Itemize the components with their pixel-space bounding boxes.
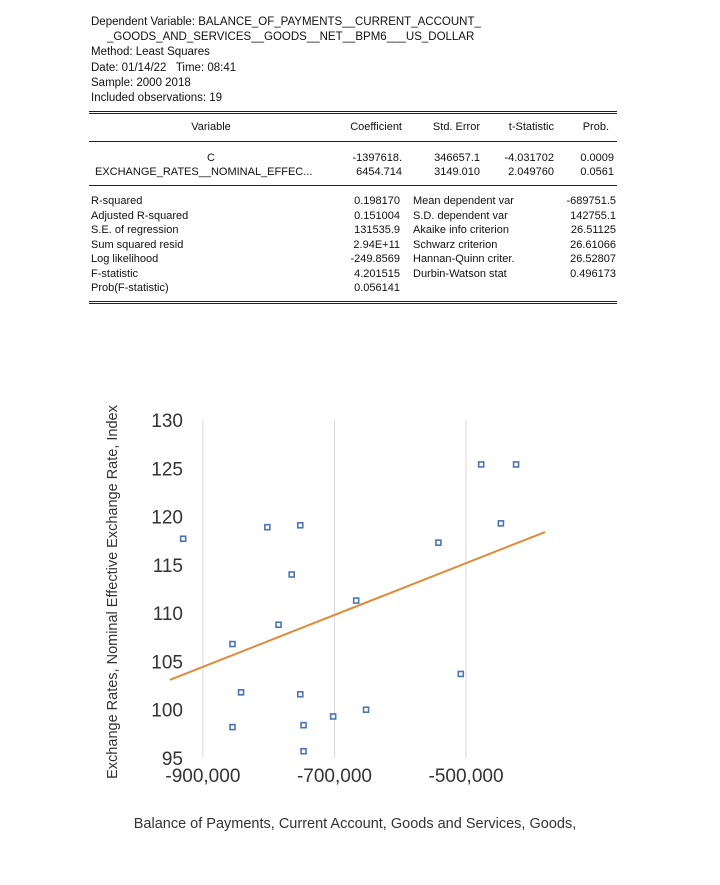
x-tick-label: -900,000	[165, 766, 241, 787]
stat-label-f-statistic: F-statistic	[91, 267, 139, 280]
y-tick-label: 115	[152, 555, 183, 577]
stat-value-f-statistic: 4.201515	[354, 267, 400, 280]
stat-label-se-regression: S.E. of regression	[91, 224, 179, 236]
stat-label-hannan-quinn: Hannan-Quinn criter.	[413, 253, 515, 265]
chart-points	[181, 462, 519, 754]
stat-label-durbin-watson: Durbin-Watson stat	[413, 267, 507, 280]
header-dependent-variable-cont: _GOODS_AND_SERVICES__GOODS__NET__BPM6___US_DOLLAR	[91, 31, 475, 44]
col-header-coefficient: Coefficient	[350, 121, 402, 133]
y-tick-label: 95	[161, 749, 183, 770]
y-tick-label: 120	[151, 507, 183, 529]
stat-value-ssr: 2.94E+11	[353, 238, 400, 251]
scatter-point	[479, 462, 484, 467]
stat-value-hannan-quinn: 26.52807	[570, 253, 616, 265]
header-method: Method: Least Squares	[91, 46, 210, 59]
y-axis-label: Exchange Rates, Nominal Effective Exchange Rate, Index	[105, 405, 121, 779]
stat-value-mean-dep: -689751.5	[566, 195, 616, 207]
header-sample: Sample: 2000 2018	[91, 76, 191, 89]
scatter-point	[364, 707, 369, 712]
scatter-point	[298, 692, 303, 697]
trendline	[170, 532, 545, 680]
stat-label-akaike: Akaike info criterion	[413, 224, 509, 236]
row-exchange-prob: 0.0561	[580, 166, 614, 178]
stat-value-r-squared: 0.198170	[354, 195, 400, 207]
x-axis-label: Balance of Payments, Current Account, Goods and Services, Goods,	[133, 816, 577, 832]
chart-trendline-group	[170, 532, 545, 680]
stat-value-akaike: 26.51125	[570, 224, 616, 236]
col-header-std-error: Std. Error	[432, 121, 480, 133]
stat-label-log-likelihood: Log likelihood	[91, 253, 159, 265]
scatter-point	[514, 462, 519, 467]
scatter-point	[298, 523, 303, 528]
scatter-point	[289, 572, 294, 577]
row-c-variable: C	[207, 152, 215, 164]
x-tick-label: -700,000	[296, 766, 372, 787]
row-c-coefficient: -1397618.	[352, 152, 402, 164]
table-top-rule	[89, 111, 617, 112]
scatter-point	[230, 725, 235, 730]
scatter-point	[181, 536, 186, 541]
scatter-point	[230, 642, 235, 647]
chart-grid	[203, 420, 466, 758]
y-tick-label: 130	[151, 411, 183, 432]
stat-value-adj-r-squared: 0.151004	[354, 209, 400, 222]
col-header-variable: Variable	[191, 121, 231, 133]
regression-header	[91, 15, 481, 106]
scatter-point	[436, 540, 441, 545]
table-bottom-rule-double	[89, 303, 617, 304]
row-exchange-t-statistic: 2.049760	[508, 166, 554, 178]
stat-label-prob-f: Prob(F-statistic)	[91, 282, 169, 294]
stat-label-adj-r-squared: Adjusted R-squared	[91, 209, 189, 222]
chart-y-ticks	[151, 411, 183, 770]
table-top-rule-double	[89, 113, 617, 114]
row-c-std-error: 346657.1	[434, 152, 480, 164]
header-dependent-variable: Dependent Variable: BALANCE_OF_PAYMENTS__CURRENT_ACCOUNT_	[91, 16, 481, 28]
scatter-point	[498, 521, 503, 526]
row-c-prob: 0.0009	[580, 152, 614, 164]
stat-label-schwarz: Schwarz criterion	[413, 238, 498, 251]
scatter-point	[276, 622, 281, 627]
row-exchange-variable: EXCHANGE_RATES__NOMINAL_EFFEC...	[95, 166, 313, 178]
y-tick-label: 105	[151, 652, 183, 674]
scatter-point	[239, 690, 244, 695]
row-exchange-std-error: 3149.010	[434, 166, 480, 178]
stat-value-se-regression: 131535.9	[354, 224, 400, 236]
y-tick-label: 110	[152, 604, 183, 626]
stat-label-mean-dep: Mean dependent var	[413, 195, 514, 207]
stat-label-sd-dep: S.D. dependent var	[413, 209, 508, 222]
scatter-point	[354, 598, 359, 603]
stat-label-ssr: Sum squared resid	[91, 238, 184, 251]
stat-value-schwarz: 26.61066	[570, 238, 616, 251]
table-header-rule	[89, 141, 617, 142]
stat-value-prob-f: 0.056141	[354, 282, 400, 294]
chart-x-ticks	[165, 766, 503, 787]
stat-value-log-likelihood: -249.8569	[350, 253, 400, 265]
scatter-point	[265, 525, 270, 530]
row-c-t-statistic: -4.031702	[504, 152, 554, 164]
scatter-point	[331, 714, 336, 719]
col-header-t-statistic: t-Statistic	[508, 121, 554, 133]
stat-value-durbin-watson: 0.496173	[570, 267, 616, 280]
scatter-chart	[0, 340, 720, 885]
row-exchange-coefficient: 6454.714	[356, 166, 402, 178]
scatter-point	[301, 723, 306, 728]
header-observations: Included observations: 19	[91, 92, 223, 105]
header-date-time: Date: 01/14/22 Time: 08:41	[91, 61, 237, 74]
stat-label-r-squared: R-squared	[91, 195, 143, 207]
col-header-prob: Prob.	[582, 121, 609, 133]
table-middle-rule	[89, 185, 617, 186]
scatter-point	[301, 749, 306, 754]
y-tick-label: 125	[151, 459, 183, 481]
table-bottom-rule	[89, 301, 617, 302]
x-tick-label: -500,000	[428, 766, 504, 787]
y-tick-label: 100	[151, 700, 183, 722]
stat-value-sd-dep: 142755.1	[570, 209, 616, 222]
scatter-point	[458, 671, 463, 676]
